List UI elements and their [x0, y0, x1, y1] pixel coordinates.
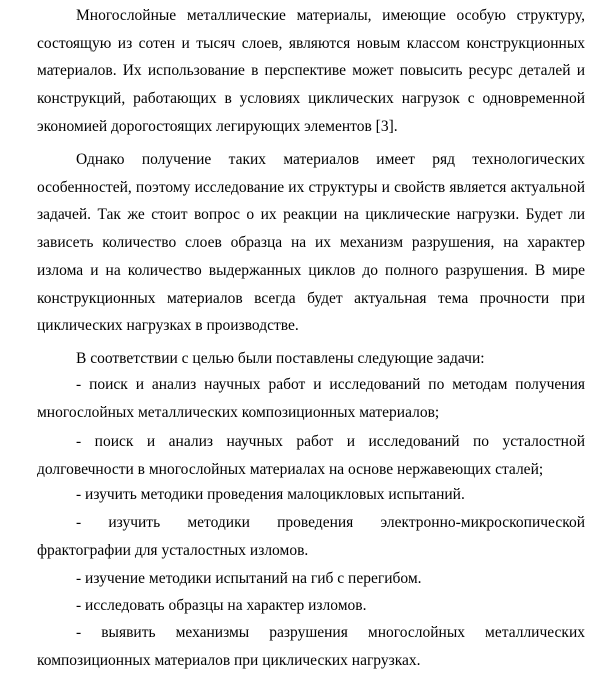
list-item-task-6: - исследовать образцы на характер изломов. [76, 597, 367, 614]
list-item-task-7: - выявить механизмы разрушения многослойных металлических композиционных материалов при циклических нагрузках. [37, 624, 585, 669]
paragraph-intro: Многослойные металлические материалы, имеющие особую структуру, состоящую из сотен и тысяч слоев, являются новым классом конструкционных материалов. Их использование в перспективе может повысить ресурс деталей и конструкций, работающих в условиях циклических нагрузок с одновременной экономией дорогостоящих легирующих элементов [3]. [37, 7, 585, 135]
list-item-task-5: - изучение методики испытаний на гиб с перегибом. [76, 570, 422, 587]
list-item-task-4: - изучить методики проведения электронно-микроскопической фрактографии для усталостных изломов. [37, 514, 585, 559]
list-item-task-2: - поиск и анализ научных работ и исследований по усталостной долговечности в многослойных материалах на основе нержавеющих сталей; [37, 433, 585, 478]
list-item-task-1: - поиск и анализ научных работ и исследований по методам получения многослойных металлических композиционных материалов; [37, 376, 585, 421]
list-item-task-3: - изучить методики проведения малоцикловых испытаний. [76, 486, 465, 503]
paragraph-tasks-intro: В соответствии с целью были поставлены следующие задачи: [76, 350, 485, 367]
paragraph-relevance: Однако получение таких материалов имеет ряд технологических особенностей, поэтому исследование их структуры и свойств является актуальной задачей. Так же стоит вопрос о их реакции на циклические нагрузки. Будет ли зависеть количество слоев образца на их механизм разрушения, на характер излома и на количество выдержанных циклов до полного разрушения. В мире конструкционных материалов всегда будет актуальная тема прочности при циклических нагрузках в производстве. [37, 151, 585, 335]
